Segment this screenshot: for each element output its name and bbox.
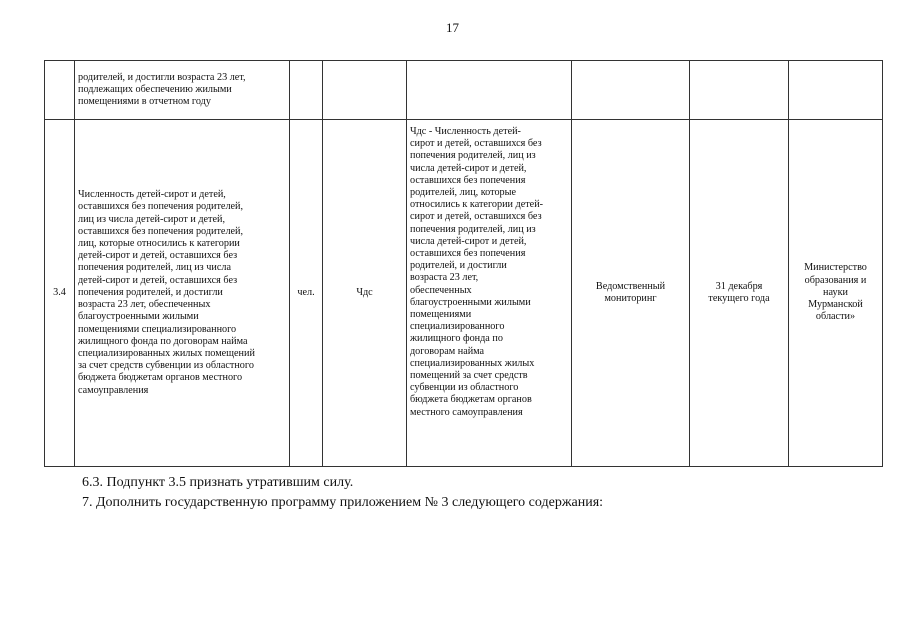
page-number: 17 <box>446 20 459 35</box>
cell-indicator-name: Численность детей-сирот и детей, оставшихся без попечения родителей, лиц из числа детей-сирот и детей, оставшихся без попечения родителей, лиц, которые относились к категории детей-сирот и детей, оставшихся без попечения родителей, лиц из числа детей-сирот и детей, оставшихся без попечения родителей, и достигли возраста 23 лет, обеспеченных благоустроенными жилыми помещениями специализированного жилищного фонда по договорам найма специализированных жилых помещений за счет средств субвенции из областного бюджета бюджетам органов местного самоуправления <box>75 120 290 467</box>
cell-num: 3.4 <box>45 120 75 467</box>
table-row-3-4 <box>45 120 883 467</box>
cell-source: Ведомственный мониторинг <box>572 120 690 467</box>
cell-unit: чел. <box>290 120 323 467</box>
cell-responsible: Министерство образования и науки Мурманской области» <box>789 120 883 467</box>
cell-unit <box>290 61 323 120</box>
paragraph-7: 7. Дополнить государственную программу приложением № 3 следующего содержания: <box>82 495 604 510</box>
cell-code <box>323 61 407 120</box>
cell-formula: Чдс - Численность детей- сирот и детей, оставшихся без попечения родителей, лиц из числа детей-сирот и детей, оставшихся без попечения родителей, лиц, которые относились к категории детей- сирот и детей, оставшихся без попечения родителей, лиц из числа детей-сирот и детей, оставшихся без попечения родителей, и достигли возраста 23 лет, обеспеченных благоустроенными жилыми помещениями специализированного жилищного фонда по договорам найма специализированных жилых помещений за счет средств субвенции из областного бюджета бюджетам органов местного самоуправления <box>407 120 572 467</box>
cell-source <box>572 61 690 120</box>
cell-date: 31 декабря текущего года <box>690 120 789 467</box>
cell-indicator-name: родителей, и достигли возраста 23 лет, подлежащих обеспечению жилыми помещениями в отчетном году <box>75 61 290 120</box>
indicators-table <box>44 60 883 467</box>
paragraph-6-3: 6.3. Подпункт 3.5 признать утратившим силу. <box>82 475 354 490</box>
cell-responsible <box>789 61 883 120</box>
cell-num <box>45 61 75 120</box>
cell-formula <box>407 61 572 120</box>
cell-code: Чдс <box>323 120 407 467</box>
cell-date <box>690 61 789 120</box>
table-row-continued <box>45 61 883 120</box>
